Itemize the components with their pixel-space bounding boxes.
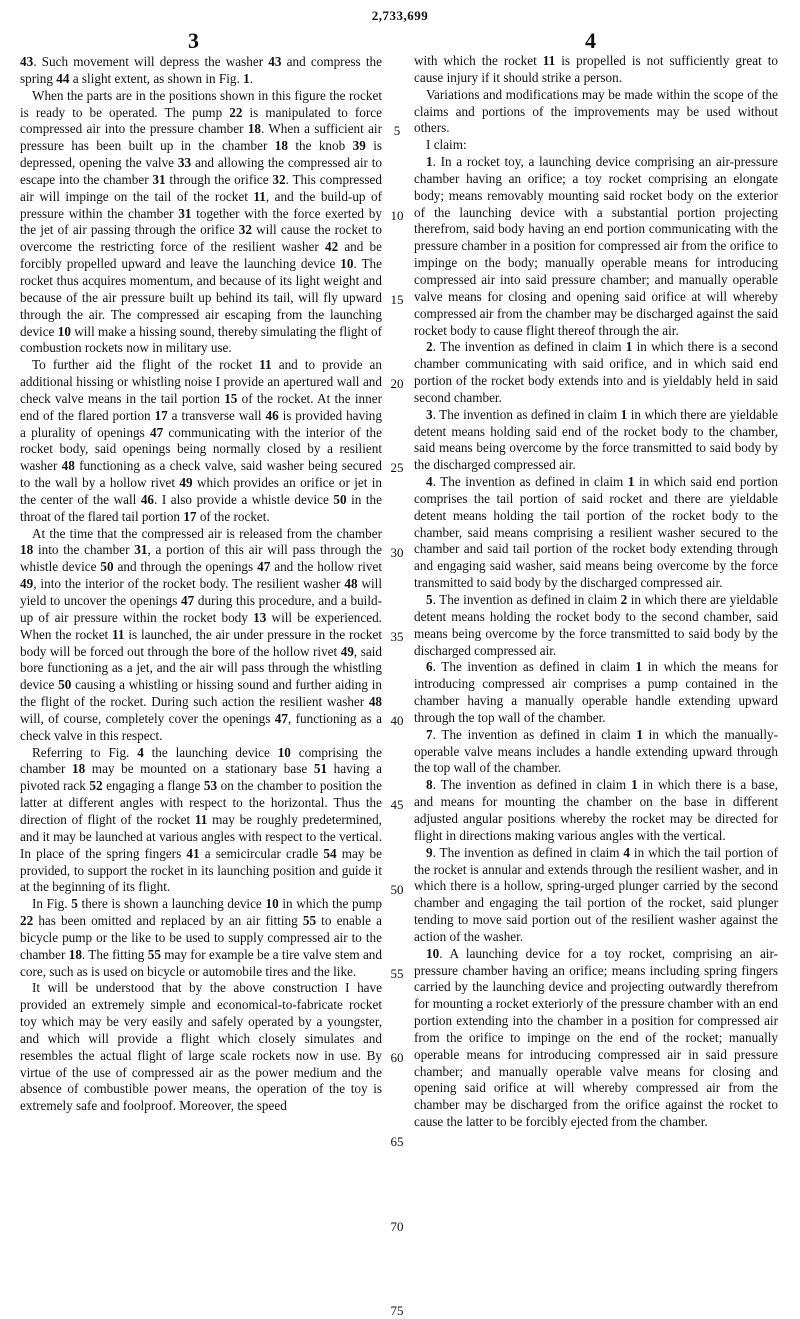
left-column-paragraph: When the parts are in the positions shown in this figure the rocket is ready to be operated. The pump 22 is manipulated to force compressed air into the pressure chamber 18. When a sufficient air pressure has been built up in the chamber 18 the knob 39 is depressed, opening the valve 33 and allowing the compressed air to escape into the chamber 31 through the orifice 32. This compressed air will impinge on the tail of the rocket 11, and the build-up of pressure within the chamber 31 together with the force exerted by the jet of air passing through the orifice 32 will cause the rocket to overcome the restricting force of the resilient washer 42 and be forcibly propelled upward and leave the launching device 10. The rocket thus acquires momentum, and because of its light weight and because of the air pressure built up behind its tail, will fly upward through the air. The compressed air escaping from the launching device 10 will make a hissing sound, thereby simulating the flight of combustion rockets now in military use.: [20, 87, 383, 356]
line-number: 75: [390, 1302, 404, 1318]
line-number: 55: [390, 965, 404, 981]
line-number: 25: [390, 460, 404, 476]
left-column-paragraph: Referring to Fig. 4 the launching device 10 comprising the chamber 18 may be mounted on a stationary base 51 having a pivoted rack 52 engaging a flange 53 on the chamber to position the latter at different angles with respect to the horizontal. Thus the direction of flight of the rocket 11 may be roughly predetermined, and it may be launched at various angles with respect to the vertical. In place of the spring fingers 41 a semicircular cradle 54 may be provided, to support the rocket in its launching position and guide it at the beginning of its flight.: [20, 744, 383, 895]
right-column-paragraph: 8. The invention as defined in claim 1 in which there is a base, and means for mounting the chamber on the base in different adjusted angular positions whereby the rocket may be directed for flight in directions making various angles with the vertical.: [414, 777, 778, 843]
patent-number: 2,733,699: [371, 8, 429, 23]
right-column-paragraph: 5. The invention as defined in claim 2 in which there are yieldable detent means holding the rocket body to the second chamber, said means being overcome by the force transmitted to said body by the discharged compressed air.: [414, 592, 778, 658]
left-column-paragraph: 43. Such movement will depress the washer 43 and compress the spring 44 a slight extent, as shown in Fig. 1.: [20, 54, 382, 86]
left-column-paragraph: To further aid the flight of the rocket 11 and to provide an additional hissing or whistling noise I provide an apertured wall and check valve means in the tail portion 15 of the rocket. At the inner end of the flared portion 17 a transverse wall 46 is provided having a plurality of openings 47 communicating with the interior of the rocket body, said openings being normally closed by a resilient washer 48 functioning as a check valve, said washer being secured to the wall by a hollow rivet 49 which provides an orifice or jet in the center of the wall 46. I also provide a whistle device 50 in the throat of the flared tail portion 17 of the rocket.: [20, 357, 383, 524]
line-number: 35: [390, 628, 404, 644]
line-number: 40: [390, 713, 404, 729]
line-number: 50: [390, 881, 404, 897]
left-column-paragraph: At the time that the compressed air is released from the chamber 18 into the chamber 31, a portion of this air will pass through the whistle device 50 and through the openings 47 and the hollow rivet 49, into the interior of the rocket body. The resilient washer 48 will yield to uncover the openings 47 during this procedure, and a build-up of air pressure within the rocket body 13 will be experienced. When the rocket 11 is launched, the air under pressure in the rocket body will be forced out through the bore of the hollow rivet 49, said bore functioning as a jet, and the air will pass through the whistling device 50 causing a whistling or hissing sound and further aiding in the flight of the rocket. During such action the resilient washer 48 will, of course, completely cover the openings 47, functioning as a check valve in this respect.: [20, 525, 382, 743]
line-number: 15: [390, 291, 404, 307]
right-column-number: 4: [585, 28, 596, 53]
right-column-paragraph: 4. The invention as defined in claim 1 in which said end portion comprises the tail portion of said rocket and there are yieldable detent means holding the tail portion of the rocket body to the chamber, said means comprising a resilient washer secured to the chamber and said tail portion of the rocket body extending through and engaging said washer, said means being overcome by the force transmitted to said body by the discharged compressed air.: [414, 474, 779, 591]
line-number: 10: [390, 207, 404, 223]
left-column-number: 3: [188, 28, 199, 53]
right-column-paragraph: 3. The invention as defined in claim 1 in which there are yieldable detent means holding said end of the rocket body to the chamber, said means being overcome by the force transmitted to said body by the discharged compressed air.: [414, 406, 778, 473]
line-number: 60: [390, 1050, 404, 1066]
line-number: 30: [390, 544, 404, 560]
line-number: 65: [390, 1134, 404, 1150]
line-number: 20: [390, 376, 404, 392]
right-column-paragraph: 9. The invention as defined in claim 4 in which the tail portion of the rocket is annular and extends through the resilient washer, and in which there is a hollow, spring-urged plunger carried by the second chamber and engaging the tail portion of the rocket, said plunger tending to move said portion out of the resilient washer against the action of the washer.: [414, 844, 778, 944]
line-number: 45: [390, 797, 404, 813]
right-column-paragraph: 2. The invention as defined in claim 1 in which there is a second chamber communicating with said orifice, and in which said end portion of the rocket body extends into and is yieldably held in said second chamber.: [414, 339, 778, 405]
left-column-paragraph: In Fig. 5 there is shown a launching device 10 in which the pump 22 has been omitted and replaced by an air fitting 55 to enable a bicycle pump or the like to be used to supply compressed air to the chamber 18. The fitting 55 may for example be a tire valve stem and core, such as is used on bicycle or automobile tires and the like.: [20, 896, 383, 979]
right-column-paragraph: Variations and modifications may be made within the scope of the claims and portions of the improvements may be used without others.: [414, 86, 778, 136]
right-column: [414, 53, 778, 1131]
right-column-paragraph: with which the rocket 11 is propelled is not sufficiently great to cause injury if it should strike a person.: [414, 53, 778, 85]
line-number: 70: [390, 1218, 404, 1234]
right-column-paragraph: 6. The invention as defined in claim 1 in which the means for introducing compressed air comprises a pump contained in the chamber having a manually operable handle extending upward through the top wall of the chamber.: [414, 659, 778, 725]
right-column-paragraph: I claim:: [426, 137, 467, 153]
right-column-paragraph: 1. In a rocket toy, a launching device comprising an air-pressure chamber having an orifice; a toy rocket comprising an elongate body; means removably mounting said rocket body on the exterior of the launching device with a substantial portion projecting therefrom, said body having an end portion communicating with the pressure chamber in a position for compressed air from the orifice to impinge on the body; manually operable means for introducing compressed air into said pressure chamber; and manually operable valve means for closing and opening said orifice at will whereby compressed air from the chamber may be discharged against the said rocket body to cause flight thereof through the air.: [414, 154, 778, 338]
right-column-paragraph: 10. A launching device for a toy rocket, comprising an air-pressure chamber having an orifice; means including spring fingers carried by the launching device and projecting outwardly therefrom for mounting a rocket exteriorly of the pressure chamber with an end portion extending into the chamber in a position for compressed air from the orifice to impinge on the end of the rocket; manually operable means for introducing compressed air in said pressure chamber; and manually operable valve means for closing and opening said orifice at will whereby compressed air from the chamber may be discharged from the orifice against the rocket to cause the latter to be forcibly ejected from the chamber.: [414, 945, 778, 1130]
left-column: [20, 54, 382, 1115]
right-column-paragraph: 7. The invention as defined in claim 1 in which the manually-operable valve means includes a handle extending upward through the top wall of the chamber.: [414, 726, 779, 776]
line-number: 5: [393, 123, 401, 139]
left-column-paragraph: It will be understood that by the above construction I have provided an extremely simple and economical-to-fabricate rocket toy which may be very easily and safely operated by a youngster, and which will provide a flight which closely simulates and resembles the actual flight of large scale rockets now in use. By virtue of the use of compressed air as the power medium and the absence of combustible power means, the operation of the toy is extremely safe and foolproof. Moreover, the speed: [20, 980, 382, 1114]
